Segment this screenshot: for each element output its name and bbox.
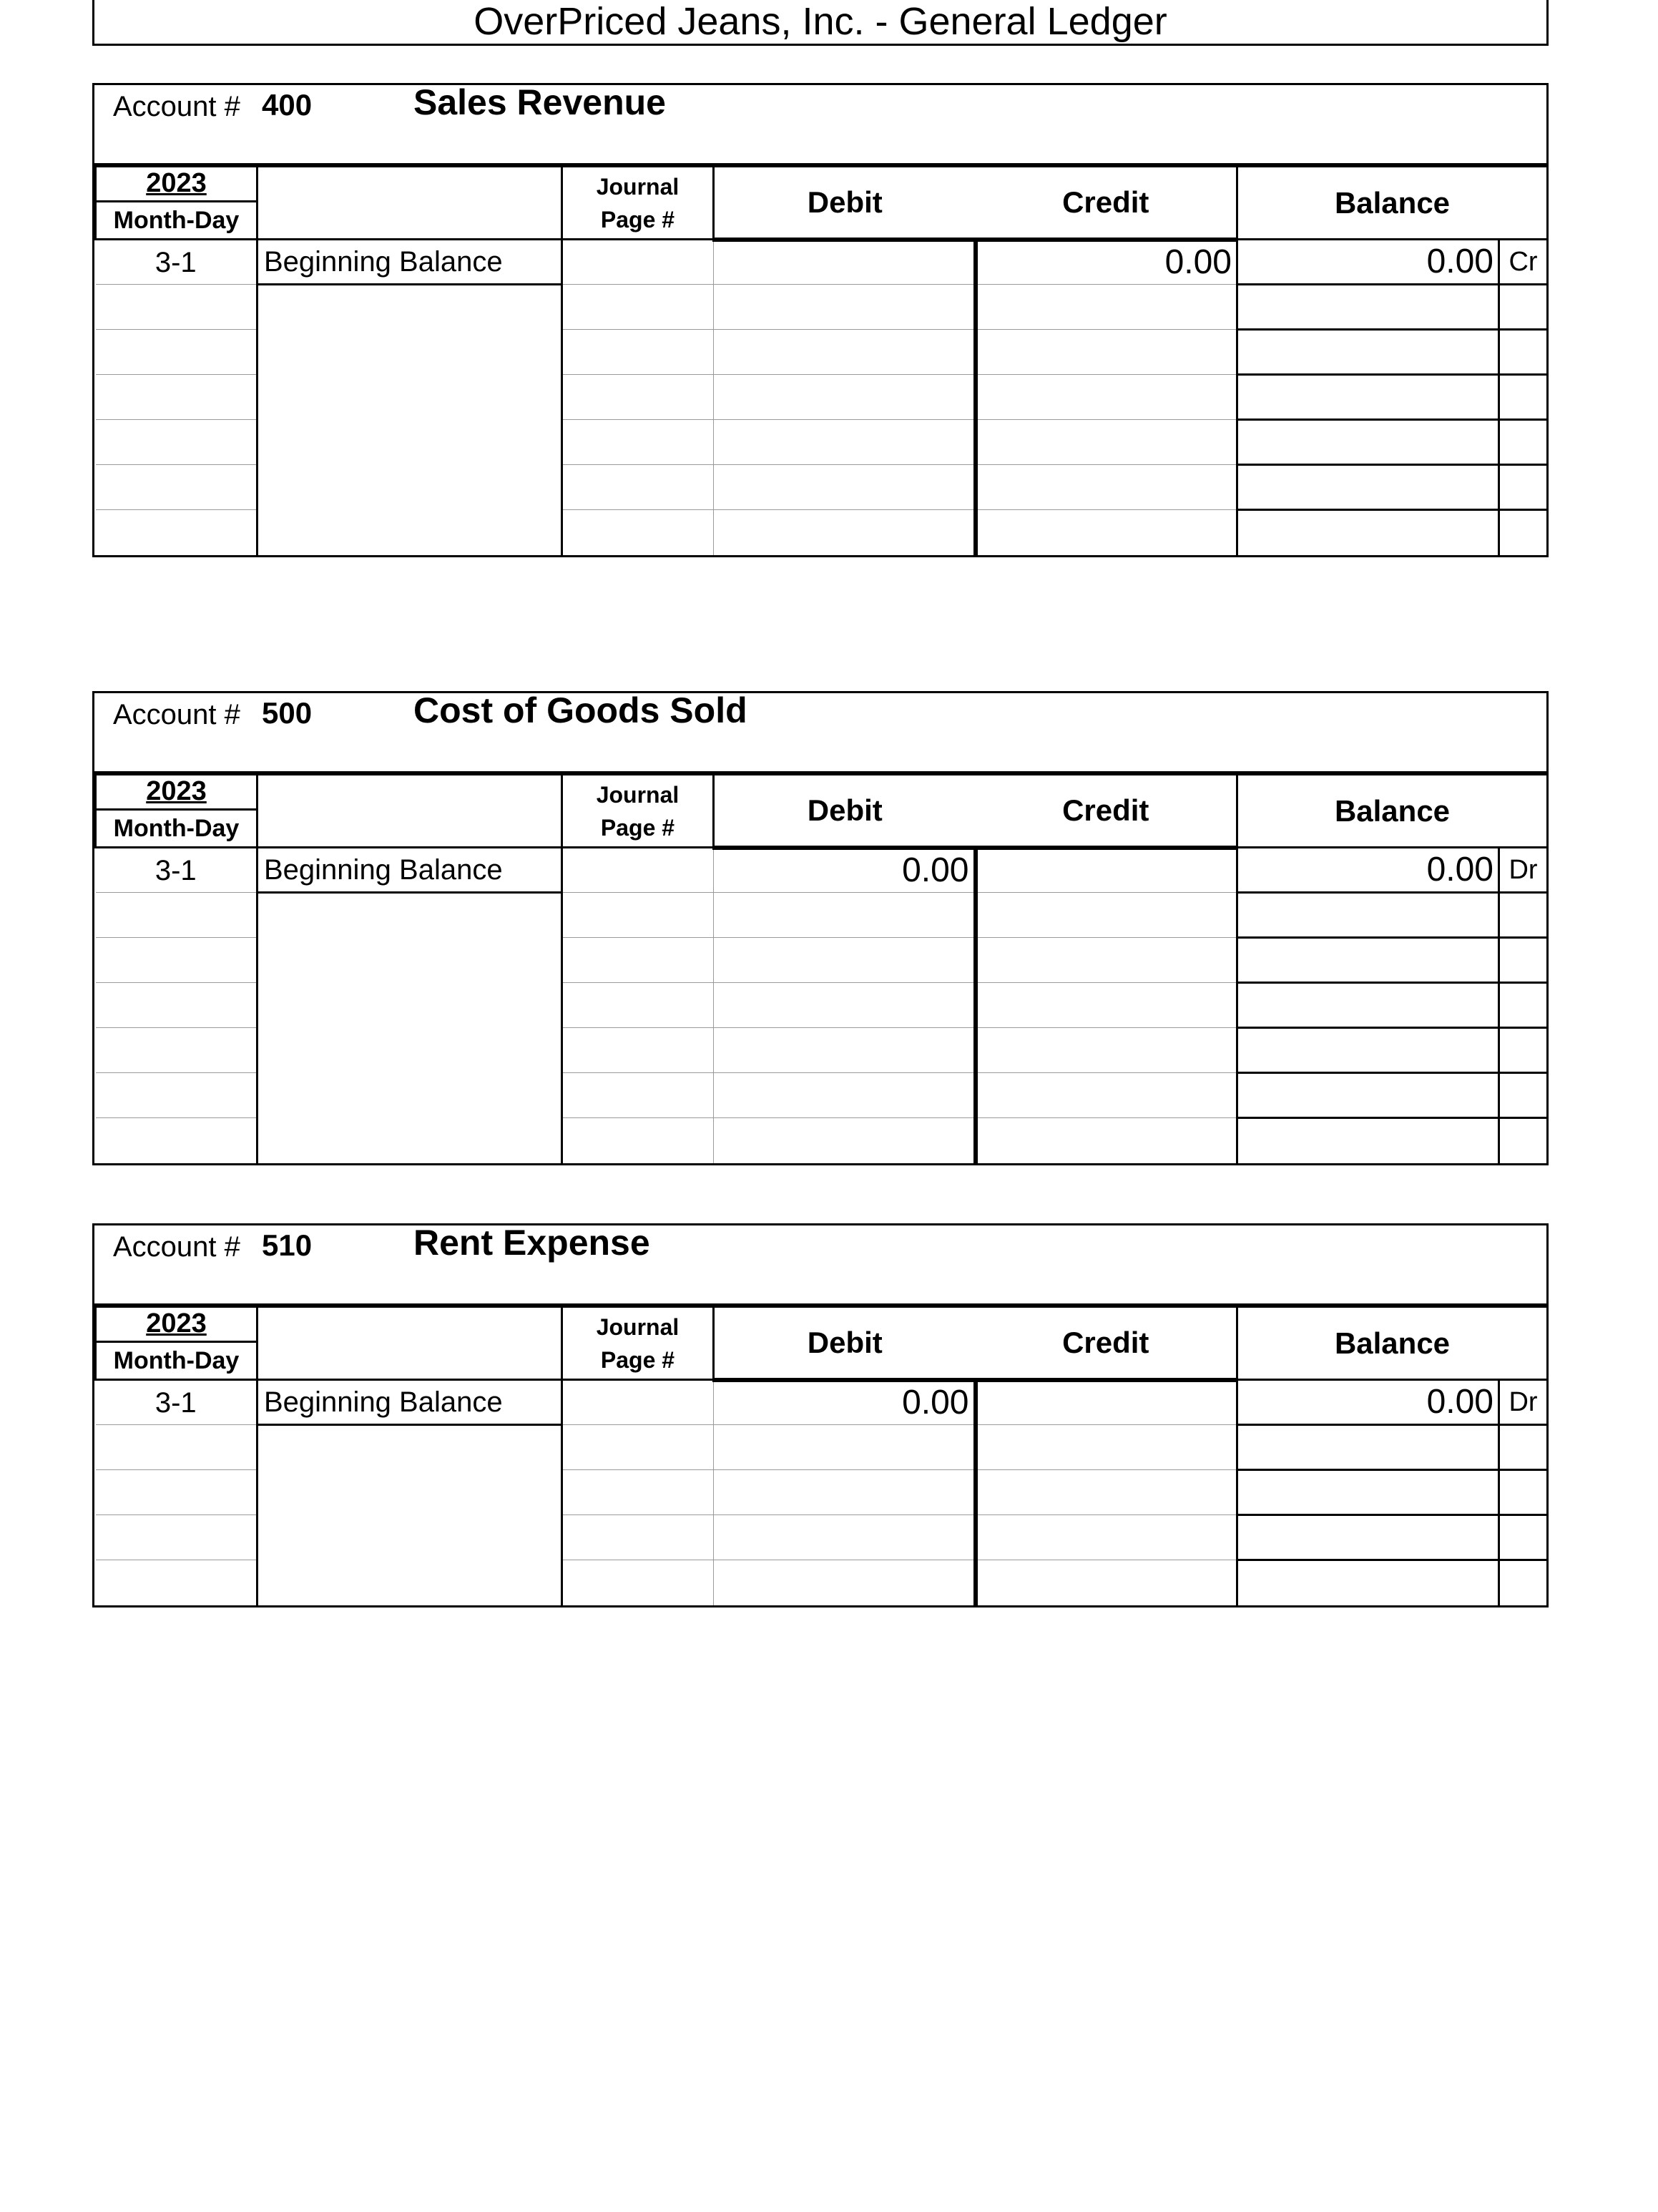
- date-column-header: [96, 775, 257, 848]
- entry-description-cell[interactable]: Beginning Balance: [257, 240, 562, 285]
- balance-cell[interactable]: [1237, 465, 1499, 510]
- account-label: Account #: [113, 91, 240, 122]
- blank-ledger-row: [96, 1073, 1548, 1118]
- description-cell[interactable]: [257, 1470, 562, 1515]
- balance-cell[interactable]: [1237, 983, 1499, 1028]
- entry-balance-cell[interactable]: 0.00: [1237, 1380, 1499, 1425]
- debit-cell[interactable]: [714, 938, 976, 983]
- account-ledger-500: [92, 691, 1549, 1165]
- date-cell[interactable]: [96, 510, 257, 555]
- account-number: 510: [262, 1228, 313, 1262]
- balance-side-cell[interactable]: [1499, 893, 1548, 938]
- balance-cell[interactable]: [1237, 893, 1499, 938]
- debit-cell[interactable]: [714, 1028, 976, 1073]
- date-cell[interactable]: [96, 1118, 257, 1163]
- description-cell[interactable]: [257, 938, 562, 983]
- credit-cell[interactable]: [976, 1028, 1237, 1073]
- entry-credit-cell[interactable]: [976, 1380, 1237, 1425]
- entry-date-cell[interactable]: 3-1: [96, 1380, 257, 1425]
- account-name: Cost of Goods Sold: [413, 690, 747, 730]
- date-cell[interactable]: [96, 1470, 257, 1515]
- account-header: [94, 1225, 1546, 1306]
- balance-side-cell[interactable]: [1499, 420, 1548, 465]
- description-cell[interactable]: [257, 983, 562, 1028]
- credit-cell[interactable]: [976, 1073, 1237, 1118]
- blank-ledger-row: [96, 420, 1548, 465]
- date-cell[interactable]: [96, 983, 257, 1028]
- journal-page-cell[interactable]: [562, 285, 714, 330]
- journal-page-cell[interactable]: [562, 1118, 714, 1163]
- date-cell[interactable]: [96, 938, 257, 983]
- journal-page-cell[interactable]: [562, 420, 714, 465]
- account-label: Account #: [113, 699, 240, 730]
- credit-cell[interactable]: [976, 285, 1237, 330]
- ledger-table: [94, 1306, 1549, 1605]
- journal-page-cell[interactable]: [562, 330, 714, 375]
- page-number-label: Page #: [600, 1346, 675, 1373]
- balance-cell[interactable]: [1237, 510, 1499, 555]
- ledger-table: [94, 165, 1549, 555]
- balance-cell[interactable]: [1237, 1560, 1499, 1605]
- entry-date-cell[interactable]: 3-1: [96, 848, 257, 893]
- journal-page-cell[interactable]: [562, 938, 714, 983]
- journal-page-cell[interactable]: [562, 1028, 714, 1073]
- journal-page-cell[interactable]: [562, 510, 714, 555]
- debit-cell[interactable]: [714, 1118, 976, 1163]
- entry-description-cell[interactable]: Beginning Balance: [257, 848, 562, 893]
- credit-header: Credit: [976, 775, 1237, 848]
- date-cell[interactable]: [96, 1028, 257, 1073]
- journal-label: Journal: [596, 781, 680, 808]
- debit-cell[interactable]: [714, 1515, 976, 1560]
- column-header-row: [96, 1307, 1548, 1380]
- balance-side-cell[interactable]: [1499, 983, 1548, 1028]
- blank-ledger-row: [96, 1425, 1548, 1470]
- date-cell[interactable]: [96, 375, 257, 420]
- entry-balance-cell[interactable]: 0.00: [1237, 240, 1499, 285]
- journal-page-cell[interactable]: [562, 375, 714, 420]
- description-cell[interactable]: [257, 420, 562, 465]
- description-cell[interactable]: [257, 1560, 562, 1605]
- credit-cell[interactable]: [976, 1425, 1237, 1470]
- journal-page-cell[interactable]: [562, 1515, 714, 1560]
- balance-cell[interactable]: [1237, 1073, 1499, 1118]
- page-title: OverPriced Jeans, Inc. - General Ledger: [92, 0, 1549, 46]
- date-cell[interactable]: [96, 330, 257, 375]
- page-number-label: Page #: [600, 206, 675, 233]
- balance-side-cell[interactable]: [1499, 465, 1548, 510]
- balance-cell[interactable]: [1237, 1028, 1499, 1073]
- balance-side-cell[interactable]: [1499, 1470, 1548, 1515]
- account-header: [94, 690, 1546, 773]
- debit-cell[interactable]: [714, 375, 976, 420]
- credit-cell[interactable]: [976, 1560, 1237, 1605]
- journal-page-cell[interactable]: [562, 1560, 714, 1605]
- month-day-header: Month-Day: [113, 207, 240, 234]
- blank-ledger-row: [96, 1118, 1548, 1163]
- balance-side-cell[interactable]: [1499, 375, 1548, 420]
- credit-cell[interactable]: [976, 330, 1237, 375]
- account-number: 400: [262, 88, 313, 122]
- balance-cell[interactable]: [1237, 1515, 1499, 1560]
- balance-cell[interactable]: [1237, 1470, 1499, 1515]
- blank-ledger-row: [96, 983, 1548, 1028]
- date-cell[interactable]: [96, 285, 257, 330]
- date-cell[interactable]: [96, 420, 257, 465]
- credit-cell[interactable]: [976, 938, 1237, 983]
- year-header: 2023: [97, 167, 256, 202]
- credit-cell[interactable]: [976, 893, 1237, 938]
- credit-cell[interactable]: [976, 1118, 1237, 1163]
- journal-page-cell[interactable]: [562, 983, 714, 1028]
- account-header: [94, 82, 1546, 165]
- month-day-header: Month-Day: [113, 1347, 240, 1374]
- account-ledger-400: [92, 83, 1549, 557]
- journal-page-cell[interactable]: [562, 465, 714, 510]
- description-cell[interactable]: [257, 375, 562, 420]
- blank-ledger-row: [96, 893, 1548, 938]
- year-header: 2023: [97, 1308, 256, 1343]
- debit-cell[interactable]: [714, 1470, 976, 1515]
- month-day-header: Month-Day: [113, 815, 240, 842]
- date-cell[interactable]: [96, 1515, 257, 1560]
- entry-balance-cell[interactable]: 0.00: [1237, 848, 1499, 893]
- entry-date-cell[interactable]: 3-1: [96, 240, 257, 285]
- account-name: Rent Expense: [413, 1223, 650, 1263]
- balance-side-cell[interactable]: [1499, 1560, 1548, 1605]
- journal-page-header: [562, 167, 714, 240]
- description-column-header: [257, 1307, 562, 1380]
- entry-journal-page-cell[interactable]: [562, 1380, 714, 1425]
- date-cell[interactable]: [96, 465, 257, 510]
- debit-cell[interactable]: [714, 1560, 976, 1605]
- journal-page-header: [562, 775, 714, 848]
- journal-label: Journal: [596, 173, 680, 200]
- debit-cell[interactable]: [714, 330, 976, 375]
- blank-ledger-row: [96, 465, 1548, 510]
- entry-debit-cell[interactable]: [714, 240, 976, 285]
- balance-header: Balance: [1237, 1307, 1548, 1380]
- date-cell[interactable]: [96, 1073, 257, 1118]
- balance-side-cell[interactable]: [1499, 1073, 1548, 1118]
- account-ledger-510: [92, 1223, 1549, 1607]
- balance-cell[interactable]: [1237, 938, 1499, 983]
- description-cell[interactable]: [257, 510, 562, 555]
- ledger-entry-row: [96, 240, 1548, 285]
- blank-ledger-row: [96, 1560, 1548, 1605]
- column-header-row: [96, 167, 1548, 240]
- blank-ledger-row: [96, 330, 1548, 375]
- date-cell[interactable]: [96, 1425, 257, 1470]
- entry-balance-side-cell[interactable]: Cr: [1499, 240, 1548, 285]
- journal-page-cell[interactable]: [562, 1073, 714, 1118]
- balance-side-cell[interactable]: [1499, 938, 1548, 983]
- date-cell[interactable]: [96, 1560, 257, 1605]
- date-column-header: [96, 1307, 257, 1380]
- blank-ledger-row: [96, 1028, 1548, 1073]
- debit-cell[interactable]: [714, 983, 976, 1028]
- journal-page-cell[interactable]: [562, 1425, 714, 1470]
- entry-balance-side-cell[interactable]: Dr: [1499, 1380, 1548, 1425]
- balance-header: Balance: [1237, 167, 1548, 240]
- credit-cell[interactable]: [976, 420, 1237, 465]
- entry-journal-page-cell[interactable]: [562, 240, 714, 285]
- entry-credit-cell[interactable]: [976, 848, 1237, 893]
- description-cell[interactable]: [257, 1028, 562, 1073]
- credit-header: Credit: [976, 1307, 1237, 1380]
- description-cell[interactable]: [257, 330, 562, 375]
- entry-debit-cell[interactable]: 0.00: [714, 1380, 976, 1425]
- entry-debit-cell[interactable]: 0.00: [714, 848, 976, 893]
- blank-ledger-row: [96, 938, 1548, 983]
- debit-cell[interactable]: [714, 1425, 976, 1470]
- debit-cell[interactable]: [714, 893, 976, 938]
- balance-side-cell[interactable]: [1499, 1118, 1548, 1163]
- credit-cell[interactable]: [976, 1515, 1237, 1560]
- credit-cell[interactable]: [976, 1470, 1237, 1515]
- credit-cell[interactable]: [976, 510, 1237, 555]
- entry-description-cell[interactable]: Beginning Balance: [257, 1380, 562, 1425]
- description-cell[interactable]: [257, 285, 562, 330]
- debit-cell[interactable]: [714, 420, 976, 465]
- ledger-table: [94, 773, 1549, 1163]
- balance-side-cell[interactable]: [1499, 330, 1548, 375]
- account-label: Account #: [113, 1231, 240, 1263]
- description-column-header: [257, 167, 562, 240]
- balance-side-cell[interactable]: [1499, 1425, 1548, 1470]
- balance-cell[interactable]: [1237, 285, 1499, 330]
- account-name: Sales Revenue: [413, 82, 666, 122]
- balance-cell[interactable]: [1237, 375, 1499, 420]
- balance-side-cell[interactable]: [1499, 285, 1548, 330]
- journal-label: Journal: [596, 1313, 680, 1340]
- debit-header: Debit: [714, 1307, 976, 1380]
- credit-cell[interactable]: [976, 983, 1237, 1028]
- ledger-entry-row: [96, 848, 1548, 893]
- blank-ledger-row: [96, 1515, 1548, 1560]
- journal-page-cell[interactable]: [562, 1470, 714, 1515]
- blank-ledger-row: [96, 1470, 1548, 1515]
- description-cell[interactable]: [257, 893, 562, 938]
- debit-header: Debit: [714, 167, 976, 240]
- description-cell[interactable]: [257, 1118, 562, 1163]
- journal-page-header: [562, 1307, 714, 1380]
- balance-cell[interactable]: [1237, 420, 1499, 465]
- debit-cell[interactable]: [714, 510, 976, 555]
- column-header-row: [96, 775, 1548, 848]
- date-column-header: [96, 167, 257, 240]
- balance-side-cell[interactable]: [1499, 1028, 1548, 1073]
- blank-ledger-row: [96, 510, 1548, 555]
- description-cell[interactable]: [257, 1073, 562, 1118]
- description-column-header: [257, 775, 562, 848]
- debit-header: Debit: [714, 775, 976, 848]
- entry-balance-side-cell[interactable]: Dr: [1499, 848, 1548, 893]
- blank-ledger-row: [96, 285, 1548, 330]
- page-number-label: Page #: [600, 814, 675, 841]
- journal-page-cell[interactable]: [562, 893, 714, 938]
- credit-cell[interactable]: [976, 375, 1237, 420]
- entry-credit-cell[interactable]: 0.00: [976, 240, 1237, 285]
- ledger-entry-row: [96, 1380, 1548, 1425]
- year-header: 2023: [97, 775, 256, 811]
- entry-journal-page-cell[interactable]: [562, 848, 714, 893]
- debit-cell[interactable]: [714, 285, 976, 330]
- date-cell[interactable]: [96, 893, 257, 938]
- description-cell[interactable]: [257, 1425, 562, 1470]
- balance-side-cell[interactable]: [1499, 510, 1548, 555]
- balance-side-cell[interactable]: [1499, 1515, 1548, 1560]
- blank-ledger-row: [96, 375, 1548, 420]
- balance-cell[interactable]: [1237, 1118, 1499, 1163]
- balance-cell[interactable]: [1237, 330, 1499, 375]
- balance-header: Balance: [1237, 775, 1548, 848]
- credit-cell[interactable]: [976, 465, 1237, 510]
- debit-cell[interactable]: [714, 1073, 976, 1118]
- debit-cell[interactable]: [714, 465, 976, 510]
- credit-header: Credit: [976, 167, 1237, 240]
- account-number: 500: [262, 696, 313, 730]
- description-cell[interactable]: [257, 465, 562, 510]
- description-cell[interactable]: [257, 1515, 562, 1560]
- balance-cell[interactable]: [1237, 1425, 1499, 1470]
